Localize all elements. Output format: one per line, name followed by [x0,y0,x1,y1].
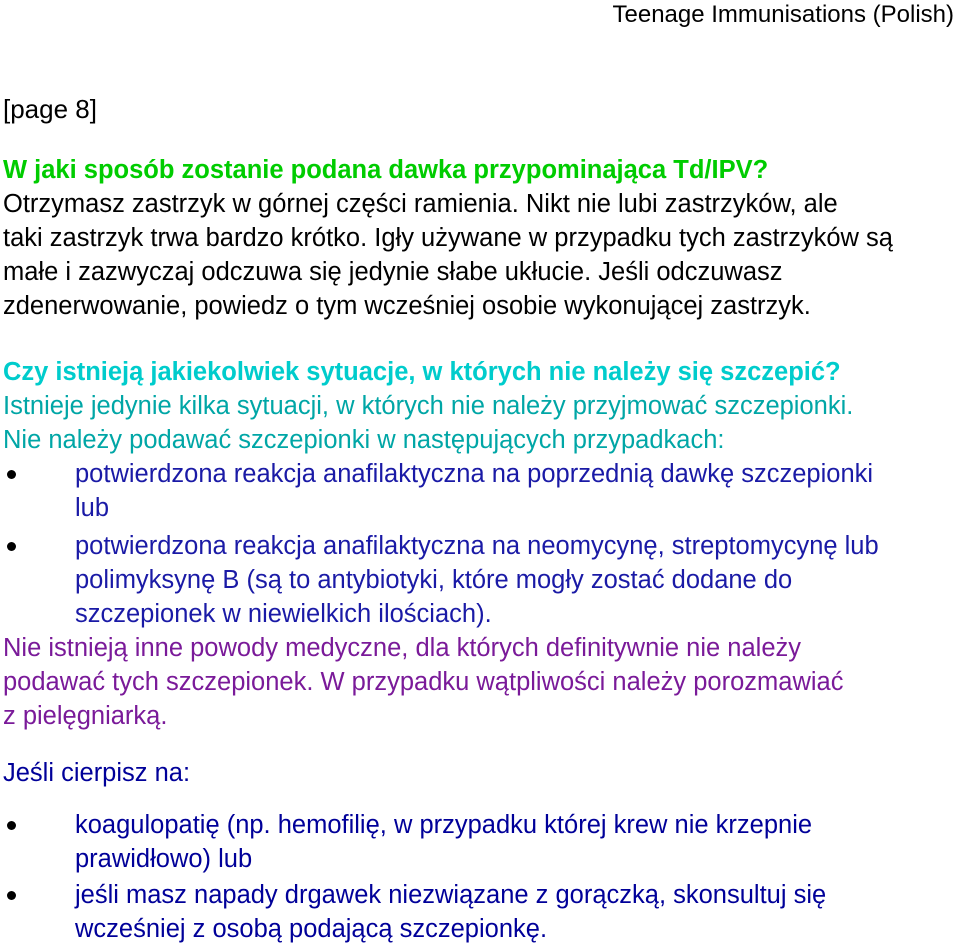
paragraph-line: podawać tych szczepionek. W przypadku wątpliwości należy porozmawiać [3,668,844,696]
intro-line: Istnieje jedynie kilka sytuacji, w których nie należy przyjmować szczepionki. [3,392,854,420]
intro-line: Nie należy podawać szczepionki w następujących przypadkach: [3,426,725,454]
list-item-line: potwierdzona reakcja anafilaktyczna na neomycynę, streptomycynę lub [75,532,879,560]
section-medical-conditions [3,756,958,946]
bullet-icon [7,470,16,479]
list-item-line: wcześniej z osobą podającą szczepionkę. [75,915,548,943]
list-item-line: polimyksynę B (są to antybiotyki, które mogły zostać dodane do [75,566,793,594]
bullet-icon [7,542,16,551]
section-heading: W jaki sposób zostanie podana dawka przypominająca Td/IPV? [3,156,769,184]
list-item-line: potwierdzona reakcja anafilaktyczna na poprzednią dawkę szczepionki [75,460,874,488]
list-item [3,529,958,631]
bullet-icon [7,821,16,830]
condition-list [3,808,958,946]
page-label: [page 8] [3,94,97,124]
paragraph-line: z pielęgniarką. [3,702,168,730]
section-contraindications [3,355,958,733]
paragraph-line: taki zastrzyk trwa bardzo krótko. Igły używane w przypadku tych zastrzyków są [3,224,893,252]
list-item [3,457,958,525]
paragraph-line: Nie istnieją inne powody medyczne, dla których definitywnie nie należy [3,634,802,662]
list-item-line: koagulopatię (np. hemofilię, w przypadku której krew nie krzepnie [75,811,813,839]
document-header: Teenage Immunisations (Polish) [612,1,954,28]
list-item-line: jeśli masz napady drgawek niezwiązane z gorączką, skonsultuj się [75,881,827,909]
paragraph-line: zdenerwowanie, powiedz o tym wcześniej osobie wykonującej zastrzyk. [3,292,811,320]
paragraph-line: Otrzymasz zastrzyk w górnej części ramienia. Nikt nie lubi zastrzyków, ale [3,190,838,218]
list-item [3,808,958,876]
list-item-line: szczepionek w niewielkich ilościach). [75,600,492,628]
bullet-icon [7,891,16,900]
section-heading: Czy istnieją jakiekolwiek sytuacje, w których nie należy się szczepić? [3,358,841,386]
intro-line: Jeśli cierpisz na: [3,759,191,787]
section-booster-dose [3,153,958,323]
list-item-line: lub [75,494,110,522]
paragraph-line: małe i zazwyczaj odczuwa się jedynie słabe ukłucie. Jeśli odczuwasz [3,258,783,286]
list-item-line: prawidłowo) lub [75,845,253,873]
contraindication-list [3,457,958,631]
list-item [3,878,958,946]
